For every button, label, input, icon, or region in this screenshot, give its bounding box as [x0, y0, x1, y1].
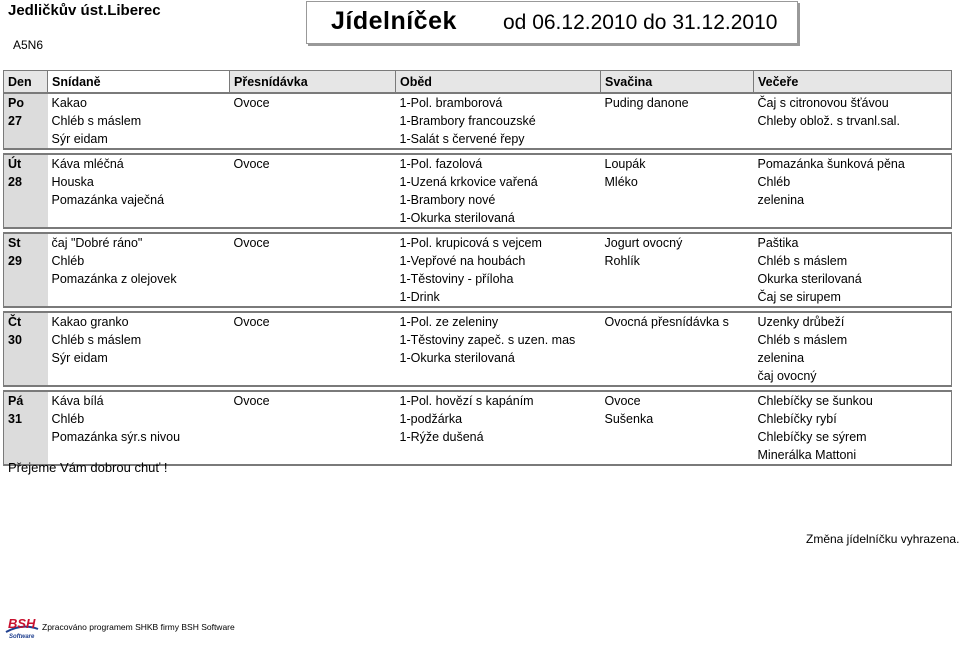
menu-cell: Chlebíčky se šunkou: [754, 391, 952, 410]
column-header-5: Večeře: [754, 71, 952, 94]
table-row: [4, 112, 952, 130]
day-name: Čt: [4, 312, 48, 331]
menu-cell: 1-Pol. hovězí s kapáním: [396, 391, 601, 410]
menu-cell: [230, 410, 396, 428]
menu-cell: Ovoce: [230, 93, 396, 112]
software-credit: Zpracováno programem SHKB firmy BSH Software: [42, 622, 235, 632]
day-cell: [4, 270, 48, 288]
menu-cell: Minerálka Mattoni: [754, 446, 952, 465]
menu-cell: [48, 367, 230, 386]
menu-cell: Mléko: [604, 175, 638, 189]
menu-cell: 1-podžárka: [399, 412, 463, 426]
menu-cell: 1-Okurka sterilovaná: [396, 209, 601, 228]
menu-cell: 1-Rýže dušená: [399, 430, 484, 444]
menu-cell: Ovoce: [230, 233, 396, 252]
menu-cell: [601, 130, 754, 149]
table-row: [4, 191, 952, 209]
menu-cell: Rohlík: [604, 254, 640, 268]
day-name: Út: [4, 154, 48, 173]
day-name: Pá: [4, 391, 48, 410]
school-name: Jedličkův úst.Liberec: [8, 2, 161, 19]
menu-cell: [230, 349, 396, 367]
logo-subtext: Software: [9, 634, 35, 640]
menu-cell: [230, 367, 396, 386]
day-date: 30: [4, 331, 48, 349]
menu-cell: zelenina: [754, 349, 952, 367]
day-date: 29: [4, 252, 48, 270]
menu-cell: Okurka sterilovaná: [754, 270, 952, 288]
menu-cell: Uzenky drůbeží: [754, 312, 952, 331]
menu-cell: Chléb: [51, 412, 85, 426]
menu-cell: [396, 446, 601, 465]
menu-cell: Káva mléčná: [48, 154, 230, 173]
table-row: [4, 233, 952, 252]
column-header-2: Přesnídávka: [230, 71, 396, 94]
menu-cell: [48, 288, 230, 307]
menu-cell: Chlebíčky se sýrem: [754, 428, 952, 446]
menu-cell: 1-Těstoviny zapeč. s uzen. mas: [399, 333, 576, 347]
menu-cell: Sušenka: [604, 412, 654, 426]
menu-cell: [230, 270, 396, 288]
menu-cell: Pomazánka sýr.s nivou: [51, 430, 181, 444]
menu-cell: Jogurt ovocný: [601, 233, 754, 252]
menu-cell: čaj "Dobré ráno": [48, 233, 230, 252]
table-row: [4, 312, 952, 331]
menu-cell: 1-Pol. krupicová s vejcem: [396, 233, 601, 252]
day-block: [4, 312, 952, 386]
menu-cell: zelenina: [754, 191, 952, 209]
table-row: [4, 349, 952, 367]
table-row: [4, 410, 952, 428]
table-row: [4, 367, 952, 386]
menu-cell: [230, 112, 396, 130]
menu-cell: 1-Brambory francouzské: [399, 114, 536, 128]
day-name: St: [4, 233, 48, 252]
menu-cell: Ovocná přesnídávka s: [601, 312, 754, 331]
menu-cell: 1-Drink: [396, 288, 601, 307]
day-block: [4, 154, 952, 228]
menu-cell: Pomazánka z olejovek: [51, 272, 177, 286]
menu-cell: Pomazánka šunková pěna: [754, 154, 952, 173]
menu-cell: Ovoce: [230, 154, 396, 173]
menu-cell: [601, 288, 754, 307]
menu-cell: [754, 130, 952, 149]
menu-cell: [601, 209, 754, 228]
menu-cell: čaj ovocný: [754, 367, 952, 386]
menu-cell: 1-Pol. fazolová: [396, 154, 601, 173]
menu-cell: [230, 173, 396, 191]
logo-text: BSH: [8, 616, 36, 631]
menu-cell: [601, 112, 754, 130]
table-row: [4, 391, 952, 410]
table-row: [4, 252, 952, 270]
column-header-3: Oběd: [396, 71, 601, 94]
menu-cell: Chléb: [51, 254, 85, 268]
menu-cell: Čaj se sirupem: [754, 288, 952, 307]
day-cell: [4, 428, 48, 446]
column-header-1: Snídaně: [48, 71, 230, 94]
menu-cell: [601, 367, 754, 386]
menu-cell: Houska: [51, 175, 94, 189]
menu-cell: [601, 270, 754, 288]
table-row: [4, 331, 952, 349]
bsh-logo: [5, 611, 39, 641]
page-title: Jídelníček: [331, 7, 457, 35]
menu-cell: 1-Vepřové na houbách: [399, 254, 526, 268]
day-cell: [4, 191, 48, 209]
menu-cell: Ovoce: [601, 391, 754, 410]
day-cell: [4, 209, 48, 228]
group-code: A5N6: [13, 38, 44, 52]
menu-cell: [601, 446, 754, 465]
day-date: 28: [4, 173, 48, 191]
column-header-4: Svačina: [601, 71, 754, 94]
day-block: [4, 233, 952, 307]
menu-cell: [230, 446, 396, 465]
table-row: [4, 130, 952, 149]
menu-cell: [230, 252, 396, 270]
menu-cell: Káva bílá: [48, 391, 230, 410]
menu-cell: 1-Pol. ze zeleniny: [396, 312, 601, 331]
table-row: [4, 173, 952, 191]
menu-cell: 1-Pol. bramborová: [396, 93, 601, 112]
menu-cell: Puding danone: [601, 93, 754, 112]
menu-cell: [601, 331, 754, 349]
menu-cell: 1-Uzená krkovice vařená: [399, 175, 538, 189]
day-block: [4, 93, 952, 149]
menu-cell: [230, 209, 396, 228]
day-cell: [4, 367, 48, 386]
day-date: 27: [4, 112, 48, 130]
menu-cell: Chléb: [754, 173, 952, 191]
table-row: [4, 209, 952, 228]
day-cell: [4, 349, 48, 367]
menu-cell: Sýr eidam: [48, 130, 230, 149]
menu-cell: Čaj s citronovou šťávou: [754, 93, 952, 112]
menu-cell: 1-Salát s červené řepy: [396, 130, 601, 149]
day-date: 31: [4, 410, 48, 428]
menu-cell: [230, 288, 396, 307]
day-cell: [4, 288, 48, 307]
table-row: [4, 93, 952, 112]
menu-cell: 1-Okurka sterilovaná: [399, 351, 515, 365]
menu-cell: [601, 428, 754, 446]
table-row: [4, 288, 952, 307]
menu-cell: [601, 349, 754, 367]
menu-cell: [396, 367, 601, 386]
menu-cell: Sýr eidam: [51, 351, 108, 365]
menu-cell: Chléb s máslem: [754, 252, 952, 270]
menu-cell: Chléb s máslem: [51, 114, 142, 128]
menu-cell: 1-Těstoviny - příloha: [399, 272, 514, 286]
menu-cell: Ovoce: [230, 312, 396, 331]
menu-cell: Kakao granko: [48, 312, 230, 331]
wish-text: Přejeme Vám dobrou chuť !: [8, 460, 168, 475]
menu-cell: Chléb s máslem: [51, 333, 142, 347]
menu-cell: 1-Brambory nové: [399, 193, 496, 207]
day-block: [4, 391, 952, 465]
menu-cell: [601, 191, 754, 209]
menu-cell: [230, 428, 396, 446]
menu-cell: Kakao: [48, 93, 230, 112]
menu-cell: [754, 209, 952, 228]
table-header-row: [4, 71, 952, 94]
menu-cell: Paštika: [754, 233, 952, 252]
menu-cell: [230, 191, 396, 209]
menu-cell: Chlebíčky rybí: [754, 410, 952, 428]
day-cell: [4, 130, 48, 149]
menu-cell: Chléb s máslem: [754, 331, 952, 349]
menu-cell: [230, 331, 396, 349]
menu-cell: Chleby oblož. s trvanl.sal.: [754, 112, 952, 130]
menu-cell: Loupák: [601, 154, 754, 173]
menu-cell: Pomazánka vaječná: [51, 193, 165, 207]
menu-cell: [230, 130, 396, 149]
menu-table: [3, 70, 952, 466]
change-note: Změna jídelníčku vyhrazena.: [806, 532, 960, 546]
table-row: [4, 428, 952, 446]
date-range: od 06.12.2010 do 31.12.2010: [503, 11, 778, 34]
column-header-0: Den: [4, 71, 48, 94]
day-name: Po: [4, 93, 48, 112]
table-row: [4, 270, 952, 288]
table-row: [4, 154, 952, 173]
menu-cell: Ovoce: [230, 391, 396, 410]
title-box: [306, 1, 798, 44]
menu-cell: [48, 209, 230, 228]
